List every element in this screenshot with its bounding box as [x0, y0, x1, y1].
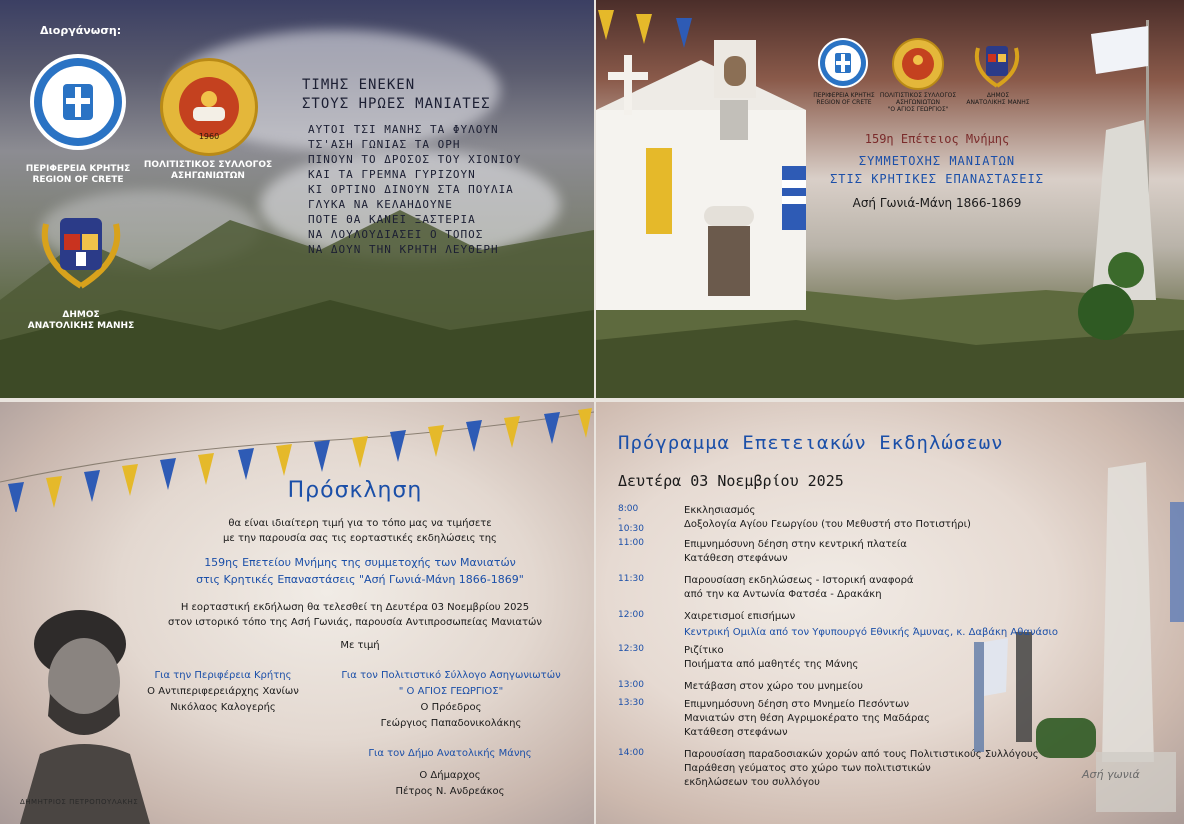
event-line-1: 159ης Επετείου Μνήμης της συμμετοχής των Μανιατών [204, 556, 516, 569]
church-title-2: ΣΤΙΣ ΚΡΗΤΙΚΕΣ ΕΠΑΝΑΣΤΑΣΕΙΣ [830, 172, 1044, 186]
caption-line: REGION OF CRETE [32, 175, 124, 185]
saint-george-icon [163, 61, 255, 153]
program-highlight: Κεντρική Ομιλία από τον Υφυπουργό Εθνικής Άμυνας, κ. Δαβάκη Αθανάσιο [684, 627, 1058, 638]
signature-role: Ο Πρόεδρος [420, 702, 482, 713]
signature-club [320, 668, 582, 732]
poem-line: ΠΙΝΟΥΝ ΤΟ ΔΡΟΣΟΣ ΤΟΥ ΧΙΟΝΙΟΥ [308, 153, 522, 166]
program-desc [684, 610, 1058, 640]
poem-line: ΑΥΤΟΙ ΤΣΙ ΜΑΝΗΣ ΤΑ ΦΥΛΟΥΝ [308, 123, 499, 136]
signature-name: Νικόλαος Καλογερής [170, 702, 276, 713]
intro-line-2: με την παρουσία σας τις εορταστικές εκδηλώσεις της [223, 533, 497, 544]
organizer-label: Διοργάνωση: [40, 24, 122, 37]
poem-line: ΝΑ ΛΟΥΛΟΥΔΙΑΣΕΙ Ο ΤΟΠΟΣ [308, 228, 484, 241]
saint-george-icon [894, 40, 942, 88]
church-title-1: ΣΥΜΜΕΤΟΧΗΣ ΜΑΝΙΑΤΩΝ [858, 154, 1016, 168]
poem-line: ΚΑΙ ΤΑ ΓΡΕΜΝΑ ΓΥΡΙΖΟΥΝ [308, 168, 476, 181]
signature-name: Πέτρος Ν. Ανδρεάκος [395, 786, 505, 797]
caption-line: ΔΗΜΟΣ [62, 310, 100, 320]
greek-emblem-icon [30, 54, 126, 150]
region-crete-logo [30, 54, 126, 150]
dimos-logo-small [972, 38, 1022, 88]
poem-line: ΠΟΤΕ ΘΑ ΚΑΝΕΙ ΞΑΣΤΕΡΙΑ [308, 213, 476, 226]
program-time: 11:00 [618, 538, 644, 548]
program-desc [684, 748, 1039, 790]
region-caption-small [806, 92, 882, 106]
caption-line: ΑΣΗΓΩΝΙΩΤΩΝ [171, 171, 245, 181]
body-line-2: στον ιστορικό τόπο της Ασή Γωνιάς, παρουσία Αντιπροσωπείας Μανιατών [168, 617, 542, 628]
event-line-2: στις Κρητικές Επαναστάσεις "Ασή Γωνιά-Μάνη 1866-1869" [196, 573, 524, 586]
program-desc [684, 680, 863, 694]
caption-line: ΠΟΛΙΤΙΣΤΙΚΟΣ ΣΥΛΛΟΓΟΣ [879, 92, 957, 99]
caption-line: ΠΕΡΙΦΕΡΕΙΑ ΚΡΗΤΗΣ [25, 164, 131, 174]
church-panel [596, 0, 1184, 398]
place-caption: Ασή γωνιά [1082, 768, 1140, 781]
program-time: 12:30 [618, 644, 644, 654]
portrait-caption: ΔΗΜΗΤΡΙΟΣ ΠΕΤΡΟΠΟΥΛΑΚΗΣ [20, 798, 139, 806]
program-time: 11:30 [618, 574, 644, 584]
program-heading: Πρόγραμμα Επετειακών Εκδηλώσεων [618, 432, 1004, 454]
program-line: Δοξολογία Αγίου Γεωργίου (του Μεθυστή στο Ποτιστήρι) [684, 519, 971, 530]
program-line: Ριζίτικο [684, 645, 724, 656]
cultural-club-logo [160, 58, 258, 156]
dimos-logo [36, 204, 126, 290]
poem-title-1: ΤΙΜΗΣ ΕΝΕΚΕΝ [302, 77, 416, 93]
program-line: Κατάθεση στεφάνων [684, 553, 788, 564]
poem-line: ΚΙ ΟΡΤΙΝΟ ΔΙΝΟΥΝ ΣΤΑ ΠΟΥΛΙΑ [308, 183, 514, 196]
program-line: Παρουσίαση εκδηλώσεως - Ιστορική αναφορά [684, 575, 914, 586]
program-line: Παράθεση γεύματος στο χώρο των πολιτιστικών [684, 763, 931, 774]
program-line: Επιμνημόσυνη δέηση στην κεντρική πλατεία [684, 539, 907, 550]
signature-role: Ο Δήμαρχος [419, 770, 481, 781]
program-time: 12:00 [618, 610, 644, 620]
region-crete-caption [18, 164, 138, 186]
program-desc [684, 574, 914, 602]
body-line-1: Η εορταστική εκδήλωση θα τελεσθεί τη Δευτέρα 03 Νοεμβρίου 2025 [180, 602, 530, 613]
signature-region [128, 668, 318, 716]
program-line: Παρουσίαση παραδοσιακών χορών από τους Πολιτιστικούς Συλλόγους [684, 749, 1039, 760]
program-desc [684, 698, 930, 740]
program-line: Μανιατών στη θέση Αγριμοκέρατο της Μαδάρας [684, 713, 930, 724]
cultural-club-caption [140, 160, 276, 182]
poem-line: ΝΑ ΔΟΥΝ ΤΗΝ ΚΡΗΤΗ ΛΕΥΘΕΡΗ [308, 243, 499, 256]
club-logo-small [892, 38, 944, 90]
program-desc [684, 504, 971, 532]
signature-name: Γεώργιος Παπαδονικολάκης [380, 718, 522, 729]
caption-line: ΑΣΗΓΩΝΙΩΤΩΝ [896, 99, 940, 106]
signature-dimos [330, 746, 570, 800]
program-desc [684, 644, 858, 672]
club-year: 1960 [198, 132, 220, 141]
caption-line: ΠΟΛΙΤΙΣΤΙΚΟΣ ΣΥΛΛΟΓΟΣ [143, 160, 273, 170]
program-line: Εκκλησιασμός [684, 505, 756, 516]
anniversary-label: 159η Επέτειος Μνήμης [864, 132, 1010, 146]
cover-panel [0, 0, 594, 398]
program-panel [596, 402, 1184, 824]
greek-emblem-icon [818, 38, 868, 88]
program-time: 13:00 [618, 680, 644, 690]
signature-role: Ο Αντιπεριφερειάρχης Χανίων [147, 686, 299, 697]
invitation-heading: Πρόσκληση [287, 478, 423, 503]
program-date: Δευτέρα 03 Νοεμβρίου 2025 [618, 472, 844, 490]
caption-line: ΠΕΡΙΦΕΡΕΙΑ ΚΡΗΤΗΣ [813, 92, 875, 99]
church-subtitle: Ασή Γωνιά-Μάνη 1866-1869 [852, 196, 1022, 210]
caption-line: REGION OF CRETE [816, 99, 872, 106]
signature-head: Για τον Δήμο Ανατολικής Μάνης [368, 748, 532, 759]
dimos-caption [16, 310, 146, 332]
caption-line: ΔΗΜΟΣ [986, 92, 1010, 99]
poem-title-2: ΣΤΟΥΣ ΗΡΩΕΣ ΜΑΝΙΑΤΕΣ [302, 96, 491, 112]
club-caption-small [876, 92, 960, 113]
honor-line: Με τιμή [340, 640, 380, 651]
program-line: Ποιήματα από μαθητές της Μάνης [684, 659, 859, 670]
poem-line: ΤΣ'ΑΣΗ ΓΩΝΙΑΣ ΤΑ ΟΡΗ [308, 138, 461, 151]
invitation-panel [0, 402, 594, 824]
program-line: Κατάθεση στεφάνων [684, 727, 788, 738]
caption-line: ΑΝΑΤΟΛΙΚΗΣ ΜΑΝΗΣ [966, 99, 1030, 106]
program-time: 8:00 - 10:30 [618, 504, 644, 534]
program-line: Μετάβαση στον χώρο του μνημείου [684, 681, 863, 692]
program-line: Επιμνημόσυνη δέηση στο Μνημείο Πεσόντων [684, 699, 910, 710]
program-line: από την κα Αντωνία Φατσέα - Δρακάκη [684, 589, 882, 600]
caption-line: ΑΝΑΤΟΛΙΚΗΣ ΜΑΝΗΣ [27, 321, 135, 331]
signature-head: Για τον Πολιτιστικό Σύλλογο Ασηγωνιωτών [341, 670, 561, 681]
intro-line-1: θα είναι ιδιαίτερη τιμή για το τόπο μας να τιμήσετε [228, 518, 492, 529]
program-time: 14:00 [618, 748, 644, 758]
poem-body [308, 122, 521, 257]
program-desc [684, 538, 907, 566]
program-time: 13:30 [618, 698, 644, 708]
signature-head: Για την Περιφέρεια Κρήτης [154, 670, 292, 681]
dimos-caption-small [960, 92, 1036, 106]
caption-line: "Ο ΑΓΙΟΣ ΓΕΩΡΓΙΟΣ" [887, 106, 949, 113]
poem-line: ΓΛΥΚΑ ΝΑ ΚΕΛΑΗΔΟΥΝΕ [308, 198, 453, 211]
laurel-shield-icon [36, 204, 126, 290]
signature-head: " Ο ΑΓΙΟΣ ΓΕΩΡΓΙΟΣ" [398, 686, 504, 697]
program-line: εκδηλώσεων του συλλόγου [684, 777, 820, 788]
laurel-shield-icon [972, 38, 1022, 88]
region-crete-logo-small [818, 38, 868, 88]
program-line: Χαιρετισμοί επισήμων [684, 611, 796, 622]
